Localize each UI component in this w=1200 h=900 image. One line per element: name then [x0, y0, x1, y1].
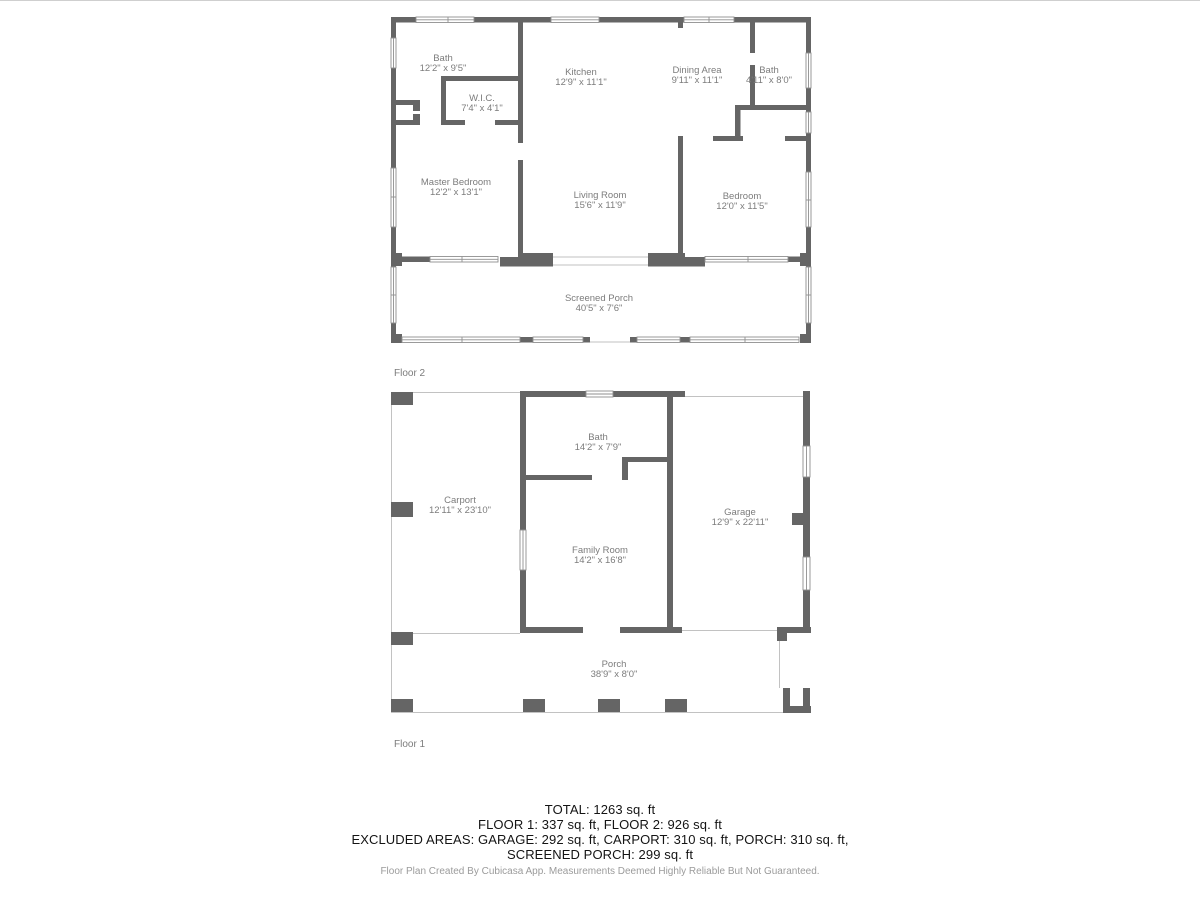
- window: [551, 17, 599, 23]
- room-label-garage: [712, 507, 769, 528]
- window: [684, 17, 734, 23]
- area-summary: [0, 802, 1200, 862]
- window: [402, 337, 520, 343]
- floor1-windows: [520, 391, 810, 590]
- floor1-title: Floor 1: [394, 739, 426, 750]
- room-label-family-room: [572, 545, 628, 566]
- room-name: Bath: [588, 432, 608, 443]
- room-dims: 14'2" x 16'8": [573, 555, 627, 566]
- window: [806, 53, 811, 88]
- window: [391, 38, 396, 68]
- room-dims: 12'9" x 11'1": [555, 77, 607, 88]
- room-dims: 12'9" x 22'11": [711, 517, 769, 528]
- window: [806, 267, 811, 323]
- room-name: Garage: [724, 507, 756, 518]
- window: [430, 257, 498, 263]
- floor2-title: Floor 2: [394, 368, 426, 379]
- room-dims: 40'5" x 7'6": [575, 303, 623, 314]
- room-label-bath-f1: [575, 432, 622, 453]
- window: [705, 257, 788, 263]
- room-name: Bedroom: [722, 191, 762, 202]
- summary-floors: FLOOR 1: 337 sq. ft, FLOOR 2: 926 sq. ft: [478, 817, 722, 832]
- summary-excluded-cont: SCREENED PORCH: 299 sq. ft: [506, 847, 694, 862]
- room-name: Family Room: [572, 545, 628, 556]
- room-dims: 12'0" x 11'5": [716, 201, 768, 212]
- window: [637, 337, 680, 343]
- window: [806, 112, 811, 133]
- floor1-plan: [391, 391, 811, 750]
- room-dims: 7'4" x 4'1": [461, 103, 503, 114]
- room-name: Dining Area: [672, 65, 722, 76]
- window: [690, 337, 799, 343]
- room-name: Kitchen: [565, 67, 597, 78]
- window: [806, 172, 811, 227]
- window: [416, 17, 474, 23]
- room-label-bedroom: [716, 191, 767, 212]
- room-dims: 14'2" x 7'9": [574, 442, 622, 453]
- floor2-plan: [391, 17, 811, 379]
- window: [391, 267, 396, 323]
- room-label-living-room: [574, 190, 627, 211]
- room-name: Porch: [601, 659, 627, 670]
- window: [533, 337, 583, 343]
- room-name: Screened Porch: [564, 293, 634, 304]
- room-name: W.I.C.: [469, 93, 495, 104]
- summary-total: TOTAL: 1263 sq. ft: [544, 802, 656, 817]
- room-label-screened-porch: [565, 293, 633, 314]
- room-name: Living Room: [573, 190, 627, 201]
- room-dims: 4'11" x 8'0": [745, 75, 793, 86]
- room-dims: 38'9" x 8'0": [590, 669, 638, 680]
- window: [803, 557, 810, 590]
- room-label-kitchen: [555, 67, 606, 88]
- room-label-porch: [591, 659, 638, 680]
- window: [586, 391, 613, 397]
- summary-excluded: EXCLUDED AREAS: GARAGE: 292 sq. ft, CARPORT: 310 sq. ft, PORCH: 310 sq. ft,: [351, 832, 849, 847]
- room-name: Master Bedroom: [420, 177, 492, 188]
- room-dims: 9'11" x 11'1": [671, 75, 723, 86]
- room-label-wic: [461, 93, 503, 114]
- room-dims: 15'6" x 11'9": [574, 200, 626, 211]
- room-dims: 12'2" x 13'1": [429, 187, 483, 198]
- room-label-bath-f2: [420, 53, 467, 74]
- room-dims: 12'11" x 23'10": [429, 505, 491, 516]
- disclaimer: Floor Plan Created By Cubicasa App. Measurements Deemed Highly Reliable But Not Guaranteed.: [380, 866, 820, 877]
- room-dims: 12'2" x 9'5": [419, 63, 467, 74]
- room-label-carport: [429, 495, 491, 516]
- room-name: Carport: [444, 495, 476, 506]
- window: [803, 446, 810, 477]
- room-name: Bath: [433, 53, 453, 64]
- window: [391, 168, 396, 227]
- window: [520, 530, 526, 570]
- room-name: Bath: [759, 65, 779, 76]
- room-label-master-bedroom: [421, 177, 491, 198]
- room-label-dining-area: [672, 65, 723, 86]
